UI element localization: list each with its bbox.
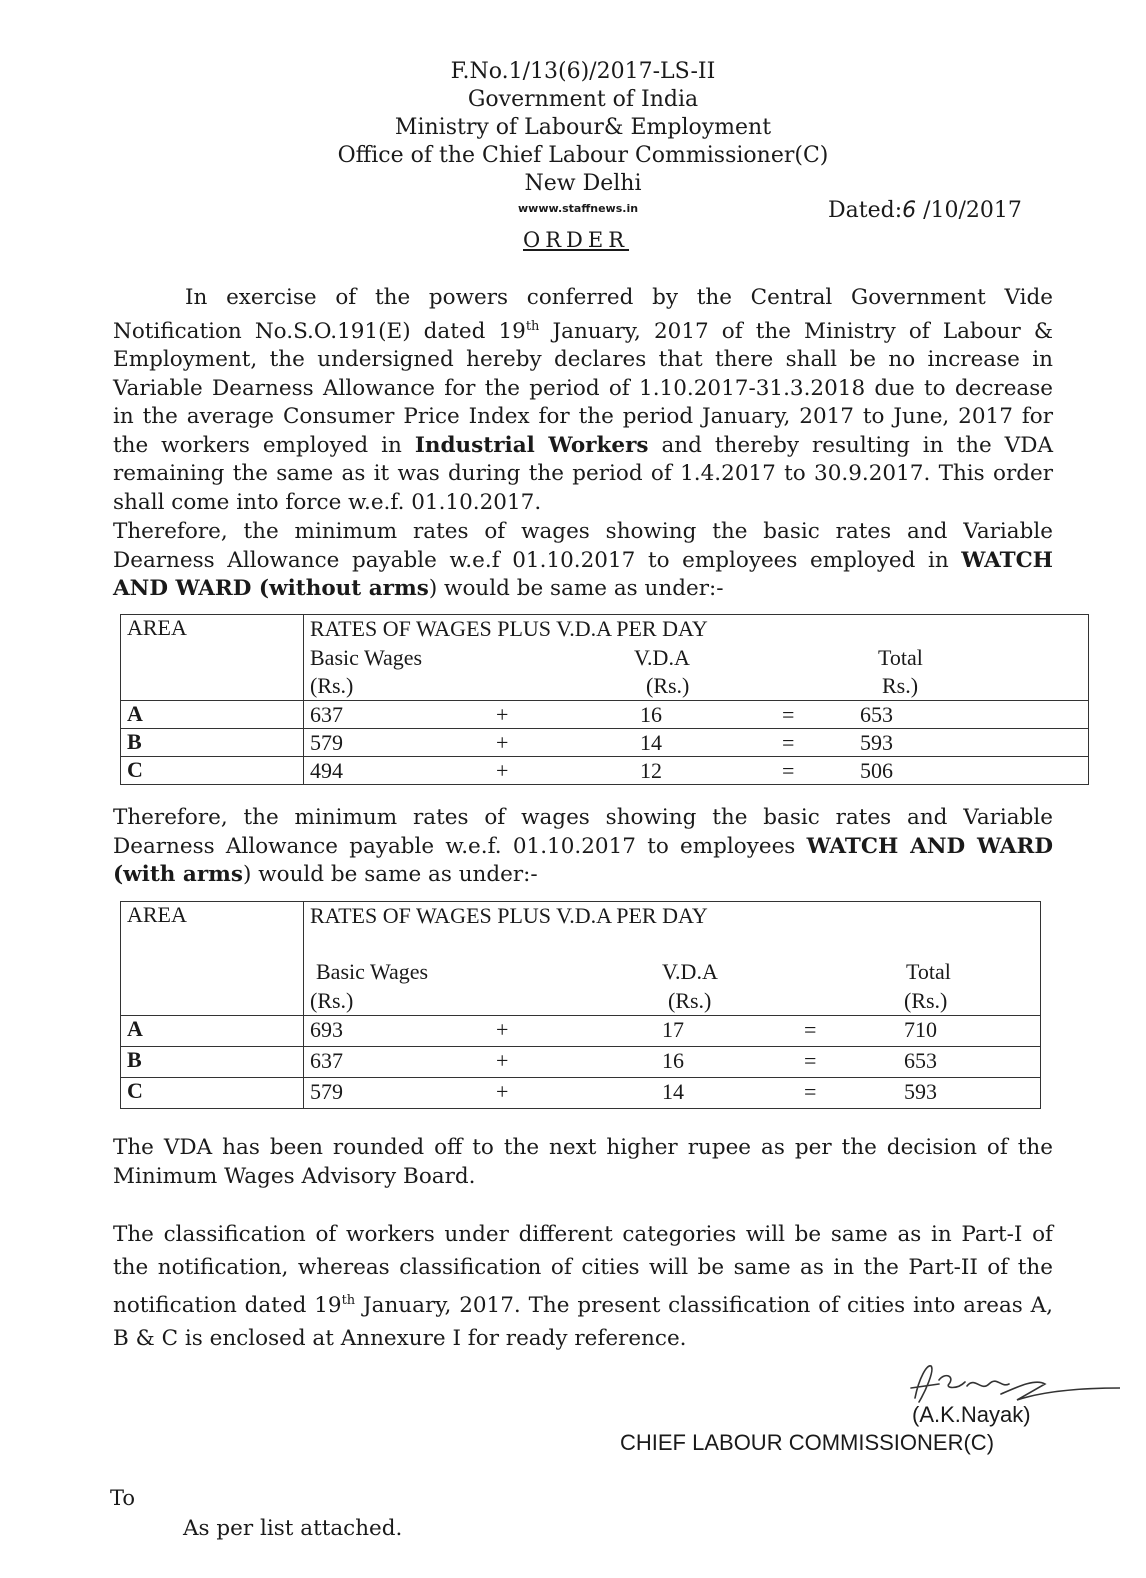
table-header-row bbox=[121, 615, 1089, 701]
equals-sign: = bbox=[782, 730, 795, 755]
dated-day-handwritten: 6 bbox=[902, 198, 917, 223]
government-name: Government of India bbox=[467, 87, 699, 112]
rates-header: RATES OF WAGES PLUS V.D.A PER DAY bbox=[310, 903, 708, 928]
table-row bbox=[121, 1047, 1041, 1078]
plus-sign: + bbox=[496, 1048, 509, 1073]
vda-cell: 12 bbox=[640, 758, 662, 783]
basic-wages-unit: (Rs.) bbox=[310, 988, 354, 1013]
ministry-name: Ministry of Labour& Employment bbox=[394, 115, 772, 140]
area-header: AREA bbox=[121, 902, 304, 1016]
date-line bbox=[828, 198, 1022, 223]
basic-wages-label: Basic Wages bbox=[310, 645, 423, 670]
table-header-row bbox=[121, 902, 1041, 1016]
letterhead bbox=[0, 58, 1146, 198]
para2-bold-term: WATCH AND WARD (without arms bbox=[113, 547, 1053, 601]
area-cell: A bbox=[121, 701, 304, 729]
basic-wages-unit: (Rs.) bbox=[310, 673, 354, 698]
dated-label: Dated: bbox=[828, 198, 903, 223]
total-cell: 710 bbox=[904, 1017, 937, 1042]
vda-label: V.D.A bbox=[634, 645, 690, 670]
para4-text: The VDA has been rounded off to the next higher rupee as per the decision of the Minimum Wages Advisory Board. bbox=[113, 1135, 1053, 1189]
para1-text-c: and thereby resulting in the VDA remaining the same as it was during the period of 1.4.2017 to 30.9.2017. This order shall come into force w.e.f. 01.10.2017. bbox=[113, 432, 1053, 515]
file-number: F.No.1/13(6)/2017-LS-II bbox=[450, 59, 716, 84]
plus-sign: + bbox=[496, 758, 509, 783]
table-row bbox=[121, 701, 1089, 729]
equals-sign: = bbox=[804, 1048, 817, 1073]
plus-sign: + bbox=[496, 1017, 509, 1042]
para2-text-a: Therefore, the minimum rates of wages showing the basic rates and Variable Dearness Allowance payable w.e.f 01.10.2017 to employees employed in bbox=[113, 519, 1053, 573]
para1-text-a: In exercise of the powers conferred by the Central Government Vide Notification No.S.O.191(E) dated 19 bbox=[113, 285, 1053, 344]
paragraph-2 bbox=[113, 518, 1053, 604]
paragraph-1 bbox=[113, 284, 1053, 517]
para1-text-b: January, 2017 of the Ministry of Labour & Employment, the undersigned hereby declares that there shall be no increase in Variable Dearness Allowance for the period of 1.10.2017-31.3.2018 due to decrease in the average Consumer Price Index for the period January, 2017 to June, 2017 for the workers employed in bbox=[113, 318, 1053, 458]
total-label: Total bbox=[878, 645, 923, 670]
vda-cell: 17 bbox=[662, 1017, 684, 1042]
para5-text-b: January, 2017. The present classification of cities into areas A, B & C is enclosed at Annexure I for ready reference. bbox=[113, 1293, 1053, 1352]
plus-sign: + bbox=[496, 1079, 509, 1104]
basic-cell: 494 bbox=[310, 758, 343, 783]
signatory-title: CHIEF LABOUR COMMISSIONER(C) bbox=[620, 1430, 995, 1455]
table-row bbox=[121, 757, 1089, 785]
basic-cell: 579 bbox=[310, 730, 343, 755]
para1-superscript: th bbox=[525, 318, 540, 334]
paragraph-4 bbox=[113, 1134, 1053, 1191]
total-cell: 593 bbox=[904, 1079, 937, 1104]
city-name: New Delhi bbox=[524, 171, 642, 196]
equals-sign: = bbox=[804, 1017, 817, 1042]
area-cell: C bbox=[121, 757, 304, 785]
para3-text-a: Therefore, the minimum rates of wages showing the basic rates and Variable Dearness Allowance payable w.e.f. 01.10.2017 to employees bbox=[113, 805, 1053, 859]
total-label: Total bbox=[906, 959, 951, 984]
table-row bbox=[121, 1016, 1041, 1047]
area-cell: B bbox=[121, 1047, 304, 1078]
order-title: ORDER bbox=[523, 228, 630, 252]
basic-cell: 637 bbox=[310, 1048, 343, 1073]
basic-wages-label: Basic Wages bbox=[316, 959, 429, 984]
wages-table-without-arms bbox=[120, 614, 1089, 785]
basic-cell: 637 bbox=[310, 702, 343, 727]
office-name: Office of the Chief Labour Commissioner(C) bbox=[337, 143, 829, 168]
total-unit: Rs.) bbox=[882, 673, 919, 698]
para1-bold-term: Industrial Workers bbox=[414, 432, 649, 458]
area-cell: A bbox=[121, 1016, 304, 1047]
equals-sign: = bbox=[782, 702, 795, 727]
vda-label: V.D.A bbox=[662, 959, 718, 984]
table-row bbox=[121, 1078, 1041, 1109]
basic-cell: 693 bbox=[310, 1017, 343, 1042]
table-row bbox=[121, 729, 1089, 757]
vda-cell: 16 bbox=[640, 702, 662, 727]
area-header: AREA bbox=[121, 615, 304, 701]
wages-table-with-arms bbox=[120, 901, 1041, 1109]
paragraph-3 bbox=[113, 804, 1053, 890]
area-cell: B bbox=[121, 729, 304, 757]
area-cell: C bbox=[121, 1078, 304, 1109]
para2-text-b: ) would be same as under:- bbox=[428, 576, 724, 601]
rates-header: RATES OF WAGES PLUS V.D.A PER DAY bbox=[310, 616, 708, 641]
equals-sign: = bbox=[804, 1079, 817, 1104]
dated-month-year: /10/2017 bbox=[916, 198, 1022, 223]
total-unit: (Rs.) bbox=[904, 988, 948, 1013]
vda-cell: 16 bbox=[662, 1048, 684, 1073]
para3-bold-term: WATCH AND WARD (with arms bbox=[113, 833, 1053, 887]
basic-cell: 579 bbox=[310, 1079, 343, 1104]
para5-superscript: th bbox=[341, 1293, 356, 1308]
plus-sign: + bbox=[496, 730, 509, 755]
recipients-note: As per list attached. bbox=[183, 1516, 403, 1541]
rates-header-cell bbox=[304, 615, 1089, 701]
website-watermark: wwww.staffnews.in bbox=[518, 202, 639, 215]
total-cell: 653 bbox=[904, 1048, 937, 1073]
plus-sign: + bbox=[496, 702, 509, 727]
paragraph-5 bbox=[113, 1218, 1053, 1355]
to-label: To bbox=[110, 1486, 136, 1510]
para3-text-b: ) would be same as under:- bbox=[243, 862, 538, 887]
total-cell: 653 bbox=[860, 702, 893, 727]
para5-text-a: The classification of workers under different categories will be same as in Part-I of the notification, whereas classification of cities will be same as in the Part-II of the notification dated 19 bbox=[113, 1222, 1053, 1319]
vda-cell: 14 bbox=[662, 1079, 684, 1104]
equals-sign: = bbox=[782, 758, 795, 783]
vda-unit: (Rs.) bbox=[668, 988, 712, 1013]
vda-cell: 14 bbox=[640, 730, 662, 755]
total-cell: 593 bbox=[860, 730, 893, 755]
vda-unit: (Rs.) bbox=[646, 673, 690, 698]
total-cell: 506 bbox=[860, 758, 893, 783]
rates-header-cell bbox=[304, 902, 1041, 1016]
signatory-name: (A.K.Nayak) bbox=[912, 1402, 1031, 1427]
